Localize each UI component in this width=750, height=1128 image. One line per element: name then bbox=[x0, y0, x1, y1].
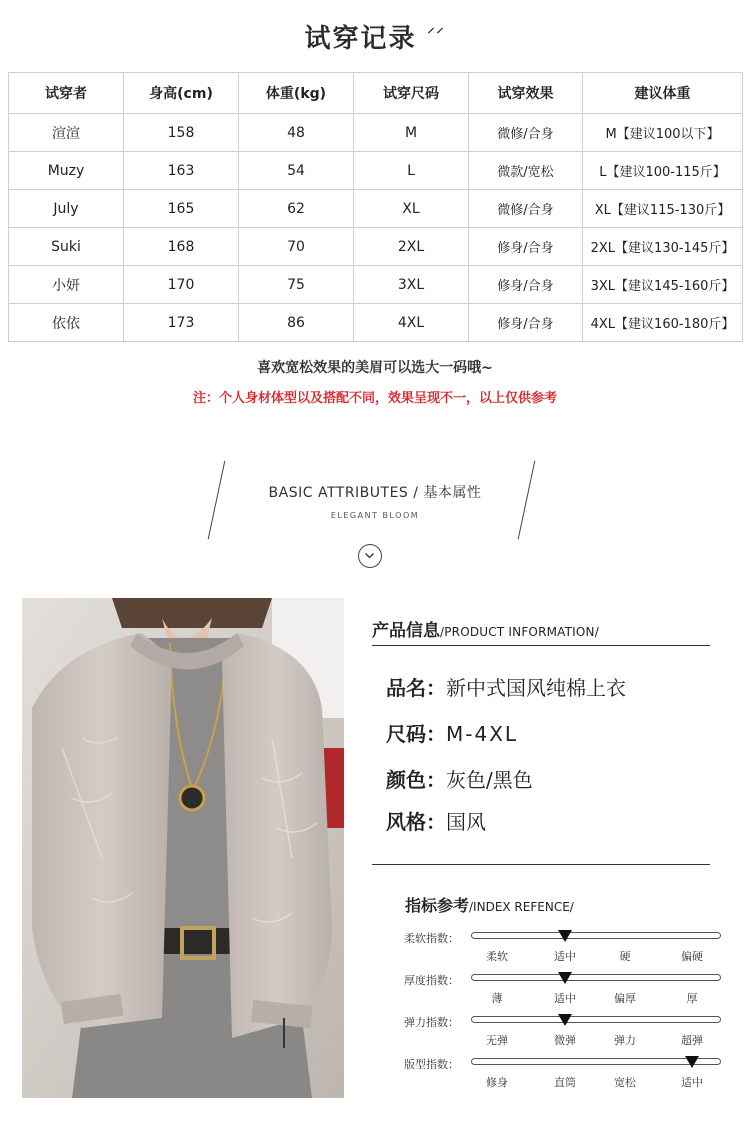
table-cell: July bbox=[9, 190, 124, 228]
table-cell: 70 bbox=[239, 228, 354, 266]
table-cell: M bbox=[354, 114, 469, 152]
product-name-row: 品名：新中式国风纯棉上衣 bbox=[386, 676, 626, 700]
table-cell: 48 bbox=[239, 114, 354, 152]
table-cell: 修身/合身 bbox=[469, 228, 583, 266]
divider bbox=[372, 864, 710, 865]
table-cell: 小妍 bbox=[9, 266, 124, 304]
index-marker bbox=[685, 1056, 699, 1068]
fit-tip: 喜欢宽松效果的美眉可以选大一码哦~ bbox=[257, 360, 493, 376]
index-label: 柔软指数： bbox=[404, 932, 459, 945]
divider bbox=[372, 645, 710, 646]
table-cell: 微修/合身 bbox=[469, 190, 583, 228]
table-cell: 62 bbox=[239, 190, 354, 228]
table-cell: 158 bbox=[124, 114, 239, 152]
table-cell: 修身/合身 bbox=[469, 266, 583, 304]
index-option: 柔软 bbox=[486, 950, 508, 963]
table-cell: Suki bbox=[9, 228, 124, 266]
index-option: 偏硬 bbox=[681, 950, 703, 963]
table-cell: 修身/合身 bbox=[469, 304, 583, 342]
index-reference-heading: 指标参考/INDEX REFENCE/ bbox=[405, 896, 574, 915]
table-cell: 3XL bbox=[354, 266, 469, 304]
index-option: 修身 bbox=[486, 1076, 508, 1089]
table-cell: 2XL bbox=[354, 228, 469, 266]
index-option: 偏厚 bbox=[614, 992, 636, 1005]
table-row bbox=[9, 114, 743, 152]
index-option: 适中 bbox=[554, 950, 576, 963]
table-cell: 170 bbox=[124, 266, 239, 304]
index-label: 厚度指数： bbox=[404, 974, 459, 987]
table-cell: Muzy bbox=[9, 152, 124, 190]
table-cell: 165 bbox=[124, 190, 239, 228]
table-row bbox=[9, 228, 743, 266]
table-row bbox=[9, 190, 743, 228]
table-cell: 2XL【建议130-145斤】 bbox=[583, 228, 743, 266]
index-slider-track bbox=[471, 974, 721, 981]
index-slider-track bbox=[471, 932, 721, 939]
product-size-row: 尺码：M-4XL bbox=[386, 722, 519, 746]
index-option: 薄 bbox=[491, 992, 503, 1005]
table-cell: XL bbox=[354, 190, 469, 228]
table-cell: 168 bbox=[124, 228, 239, 266]
table-cell: 3XL【建议145-160斤】 bbox=[583, 266, 743, 304]
index-marker bbox=[558, 972, 572, 984]
table-row bbox=[9, 152, 743, 190]
table-row bbox=[9, 304, 743, 342]
table-cell: 163 bbox=[124, 152, 239, 190]
table-cell: M【建议100以下】 bbox=[583, 114, 743, 152]
column-header: 建议体重 bbox=[583, 73, 743, 114]
column-header: 试穿效果 bbox=[469, 73, 583, 114]
table-row bbox=[9, 266, 743, 304]
index-slider-track bbox=[471, 1058, 721, 1065]
index-option: 硬 bbox=[619, 950, 631, 963]
table-cell: 4XL bbox=[354, 304, 469, 342]
index-option: 宽松 bbox=[614, 1076, 636, 1089]
section-subtitle: ELEGANT BLOOM bbox=[330, 511, 420, 520]
table-cell: 54 bbox=[239, 152, 354, 190]
table-cell: L【建议100-115斤】 bbox=[583, 152, 743, 190]
product-photo bbox=[22, 598, 344, 1098]
index-option: 微弹 bbox=[554, 1034, 576, 1047]
column-header: 体重(kg) bbox=[239, 73, 354, 114]
index-option: 适中 bbox=[554, 992, 576, 1005]
table-cell: XL【建议115-130斤】 bbox=[583, 190, 743, 228]
index-option: 超弹 bbox=[681, 1034, 703, 1047]
table-cell: L bbox=[354, 152, 469, 190]
table-cell: 173 bbox=[124, 304, 239, 342]
section-title: BASIC ATTRIBUTES / 基本属性 bbox=[268, 485, 482, 501]
index-slider-track bbox=[471, 1016, 721, 1023]
product-color-row: 颜色：灰色/黑色 bbox=[386, 768, 533, 792]
product-info-heading: 产品信息/PRODUCT INFORMATION/ bbox=[372, 621, 599, 641]
index-option: 直筒 bbox=[554, 1076, 576, 1089]
index-marker bbox=[558, 930, 572, 942]
index-label: 版型指数： bbox=[404, 1058, 459, 1071]
chevron-down-icon[interactable] bbox=[358, 544, 382, 568]
column-header: 身高(cm) bbox=[124, 73, 239, 114]
disclaimer-note: 注：个人身材体型以及搭配不同，效果呈现不一，以上仅供参考 bbox=[192, 391, 557, 406]
index-marker bbox=[558, 1014, 572, 1026]
page-title: 试穿记录 ⸝⸝ bbox=[304, 20, 446, 54]
index-label: 弹力指数： bbox=[404, 1016, 459, 1029]
table-cell: 75 bbox=[239, 266, 354, 304]
table-cell: 微款/宽松 bbox=[469, 152, 583, 190]
index-option: 适中 bbox=[681, 1076, 703, 1089]
table-cell: 渲渲 bbox=[9, 114, 124, 152]
index-option: 厚 bbox=[686, 992, 698, 1005]
table-cell: 86 bbox=[239, 304, 354, 342]
product-style-row: 风格：国风 bbox=[386, 810, 486, 834]
table-header-row bbox=[9, 73, 743, 114]
table-cell: 依依 bbox=[9, 304, 124, 342]
table-cell: 微修/合身 bbox=[469, 114, 583, 152]
table-cell: 4XL【建议160-180斤】 bbox=[583, 304, 743, 342]
index-option: 弹力 bbox=[614, 1034, 636, 1047]
size-chart-table bbox=[8, 72, 743, 342]
column-header: 试穿尺码 bbox=[354, 73, 469, 114]
column-header: 试穿者 bbox=[9, 73, 124, 114]
index-option: 无弹 bbox=[486, 1034, 508, 1047]
